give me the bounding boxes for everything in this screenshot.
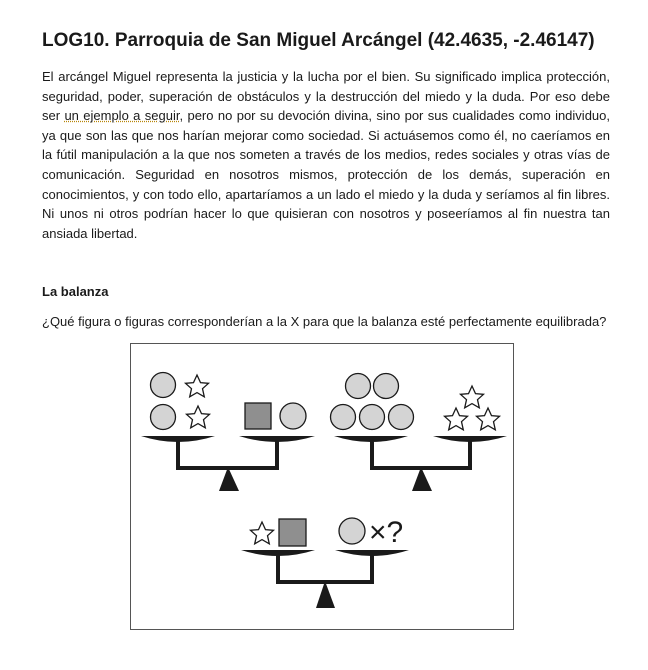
star-shape: [187, 406, 210, 428]
paragraph-text-start: El arcángel Miguel representa la justicia y la lucha por el bien. Su significado implica protección, seguridad, poder, superación de obstáculos y la destrucción del miedo y la duda. Por eso debe ser: [42, 69, 610, 124]
puzzle-question: ¿Qué figura o figuras corresponderían a la X para que la balanza esté perfectamente equilibrada?: [42, 314, 607, 329]
page-title: LOG10. Parroquia de San Miguel Arcángel (42.4635, -2.46147): [42, 30, 595, 51]
scale-1-fulcrum: [219, 467, 239, 491]
scale-2-fulcrum: [412, 467, 432, 491]
circle-shape: [151, 373, 176, 398]
square-shape: [279, 519, 306, 546]
circle-shape: [389, 405, 414, 430]
scale-1-right-pan: [239, 403, 315, 442]
scale-1-left-pan: [141, 373, 215, 443]
circle-shape: [339, 518, 365, 544]
scale-3-right-pan: [335, 516, 409, 556]
circle-shape: [346, 374, 371, 399]
star-shape: [186, 375, 209, 397]
paragraph-text-end: , pero no por su devoción divina, sino por sus cualidades como individuo, ya que son las que nos harían mejorar como sociedad. Si actuásemos como él, no caeríamos en la fútil manipulación a la que nos someten a través de los medios, redes sociales y otras vías de comunicación. Seguridad en nosotros mismos, protección de los demás, superación en conocimientos, y con todo ello, apartaríamos a un lado el miedo y la duda y seríamos al fin libres. Ni unos ni otros podrían hacer lo que quisieran con nosotros y poseeríamos al fin nuestra tan ansiada libertad.: [42, 108, 610, 241]
circle-shape: [331, 405, 356, 430]
circle-shape: [151, 405, 176, 430]
balance-scale-3: [241, 516, 409, 608]
balance-puzzle-figure: [130, 343, 514, 630]
balance-scale-1: [141, 373, 315, 492]
star-shape: [445, 408, 468, 430]
grammar-flagged-phrase[interactable]: un ejemplo a seguir: [64, 108, 180, 124]
scale-2-left-pan: [331, 374, 414, 443]
balance-scale-2: [331, 374, 508, 492]
unknown-x-question-mark: ×?: [369, 516, 404, 549]
circle-shape: [280, 403, 306, 429]
star-shape: [477, 408, 500, 430]
scale-3-left-pan: [241, 519, 315, 556]
section-heading: La balanza: [42, 284, 109, 299]
square-shape: [245, 403, 271, 429]
star-shape: [461, 386, 484, 408]
star-shape: [251, 522, 274, 544]
circle-shape: [374, 374, 399, 399]
scale-3-fulcrum: [316, 581, 335, 608]
body-paragraph: [42, 67, 610, 243]
balance-puzzle-svg: [131, 344, 513, 629]
scale-2-right-pan: [433, 386, 507, 442]
circle-shape: [360, 405, 385, 430]
